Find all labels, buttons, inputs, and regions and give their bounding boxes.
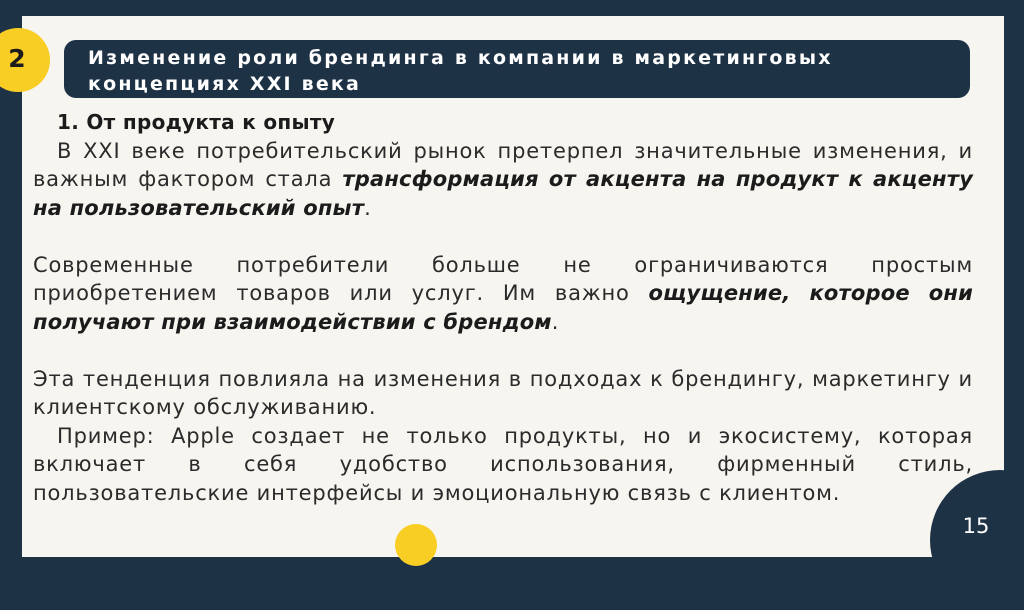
paragraph-2-tail: . bbox=[551, 309, 560, 334]
slide-title: Изменение роли брендинга в компании в маркетинговых концепциях XXI века bbox=[88, 47, 833, 95]
paragraph-1-emphasis: трансформация от акцента на продукт к акценту на пользовательский опыт bbox=[33, 167, 973, 220]
paragraph-4: Пример: Apple создает не только продукты, но и экосистему, которая включает в себя удобство использования, фирменный стиль, пользовательские интерфейсы и эмоциональную связь с клиентом. bbox=[33, 423, 973, 505]
paragraph-1-tail: . bbox=[364, 195, 372, 220]
yellow-decoration-dot bbox=[395, 524, 437, 566]
paragraph-1 bbox=[33, 137, 973, 223]
paragraph-3: Эта тенденция повлияла на изменения в подходах к брендингу, маркетингу и клиентскому обслуживанию. bbox=[33, 366, 973, 419]
section-heading: 1. От продукта к опыту bbox=[57, 110, 336, 134]
page-number: 15 bbox=[962, 514, 990, 538]
section-number: 2 bbox=[8, 44, 26, 73]
slide-body bbox=[33, 108, 973, 507]
paragraph-2-emphasis: ощущение, которое они получают при взаимодействии с брендом bbox=[33, 281, 973, 334]
paragraph-2-text: Современные потребители больше не ограничиваются простым приобретением товаров или услуг. Им важно bbox=[33, 252, 973, 305]
spacer bbox=[33, 222, 973, 251]
paragraph-1-text: В XXI веке потребительский рынок претерпел значительные изменения, и важным фактором стала bbox=[33, 138, 973, 191]
paragraph-2 bbox=[33, 251, 973, 337]
spacer bbox=[33, 336, 973, 365]
